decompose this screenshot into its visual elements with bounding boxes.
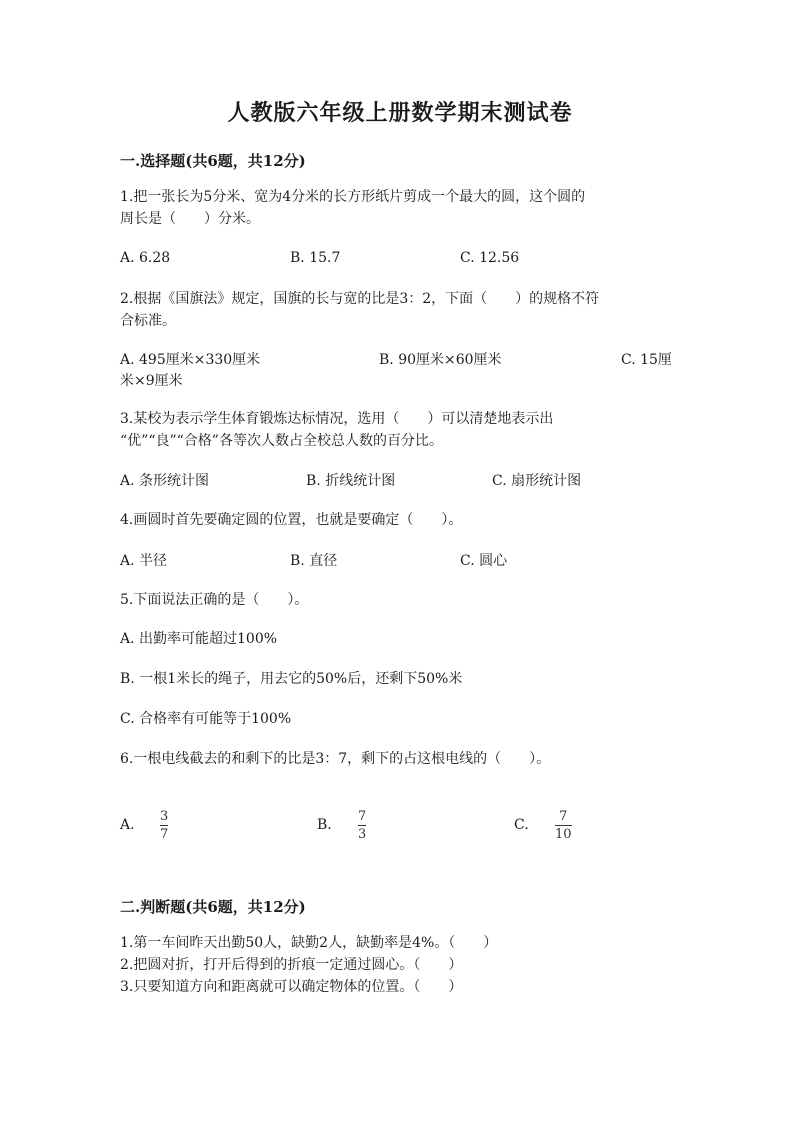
judgement-question-1: 1.第一车间昨天出勤50人，缺勤2人，缺勤率是4%。（ ） [120,935,498,951]
question-6-option-b-label: B. [317,817,332,833]
question-2-option-b: B. 90厘米×60厘米 [379,352,502,368]
question-3-text: 3.某校为表示学生体育锻炼达标情况，选用（ ）可以清楚地表示出 [120,411,554,427]
question-2-option-a: A. 495厘米×330厘米 [120,352,261,368]
fraction-bar [358,825,366,826]
fraction-denominator: 3 [358,827,367,842]
question-4-option-c: C. 圆心 [460,553,508,569]
question-6-option-b-fraction [358,809,366,842]
fraction-numerator: 7 [559,809,568,824]
question-3-option-c: C. 扇形统计图 [492,473,582,489]
fraction-numerator: 3 [160,809,169,824]
fraction-denominator: 10 [555,827,572,842]
question-2-text: 2.根据《国旗法》规定，国旗的长与宽的比是3：2，下面（ ）的规格不符 [120,291,600,307]
question-6-option-c-label: C. [514,817,529,833]
question-5-option-c: C. 合格率有可能等于100% [120,711,292,727]
question-6-option-c-fraction [555,809,572,842]
fraction-denominator: 7 [160,827,169,842]
question-6-option-a-label: A. [120,817,135,833]
question-5-text: 5.下面说法正确的是（ ）。 [120,592,309,608]
question-3-text-cont: “优”“良”“合格”各等次人数占全校总人数的百分比。 [120,433,443,449]
question-4-option-a: A. 半径 [120,553,168,569]
question-2-text-cont: 合标准。 [120,313,176,329]
question-1-option-c: C. 12.56 [460,250,520,266]
question-1-text-cont: 周长是（ ）分米。 [120,211,260,227]
fraction-numerator: 7 [358,809,367,824]
question-4-text: 4.画圆时首先要确定圆的位置，也就是要确定（ ）。 [120,512,463,528]
question-1-option-b: B. 15.7 [290,250,341,266]
fraction-bar [555,825,572,826]
question-1-text: 1.把一张长为5分米、宽为4分米的长方形纸片剪成一个最大的圆，这个圆的 [120,189,586,205]
question-3-option-b: B. 折线统计图 [306,473,396,489]
question-3-option-a: A. 条形统计图 [120,473,210,489]
question-6-text: 6.一根电线截去的和剩下的比是3：7，剩下的占这根电线的（ ）。 [120,751,551,767]
page-title: 人教版六年级上册数学期末测试卷 [227,100,573,126]
section-heading-judgement: 二.判断题(共6题，共12分) [120,898,306,916]
section-heading-choice: 一.选择题(共6题，共12分) [120,152,306,170]
question-1-option-a: A. 6.28 [120,250,171,266]
question-2-option-c: C. 15厘 [621,352,672,368]
question-4-option-b: B. 直径 [290,553,338,569]
fraction-bar [160,825,168,826]
judgement-question-2: 2.把圆对折，打开后得到的折痕一定通过圆心。（ ） [120,957,463,973]
question-5-option-b: B. 一根1米长的绳子，用去它的50%后，还剩下50%米 [120,671,463,687]
judgement-question-3: 3.只要知道方向和距离就可以确定物体的位置。（ ） [120,979,463,995]
question-2-option-c-cont: 米×9厘米 [120,373,183,389]
question-5-option-a: A. 出勤率可能超过100% [120,631,278,647]
question-6-option-a-fraction [160,809,168,842]
